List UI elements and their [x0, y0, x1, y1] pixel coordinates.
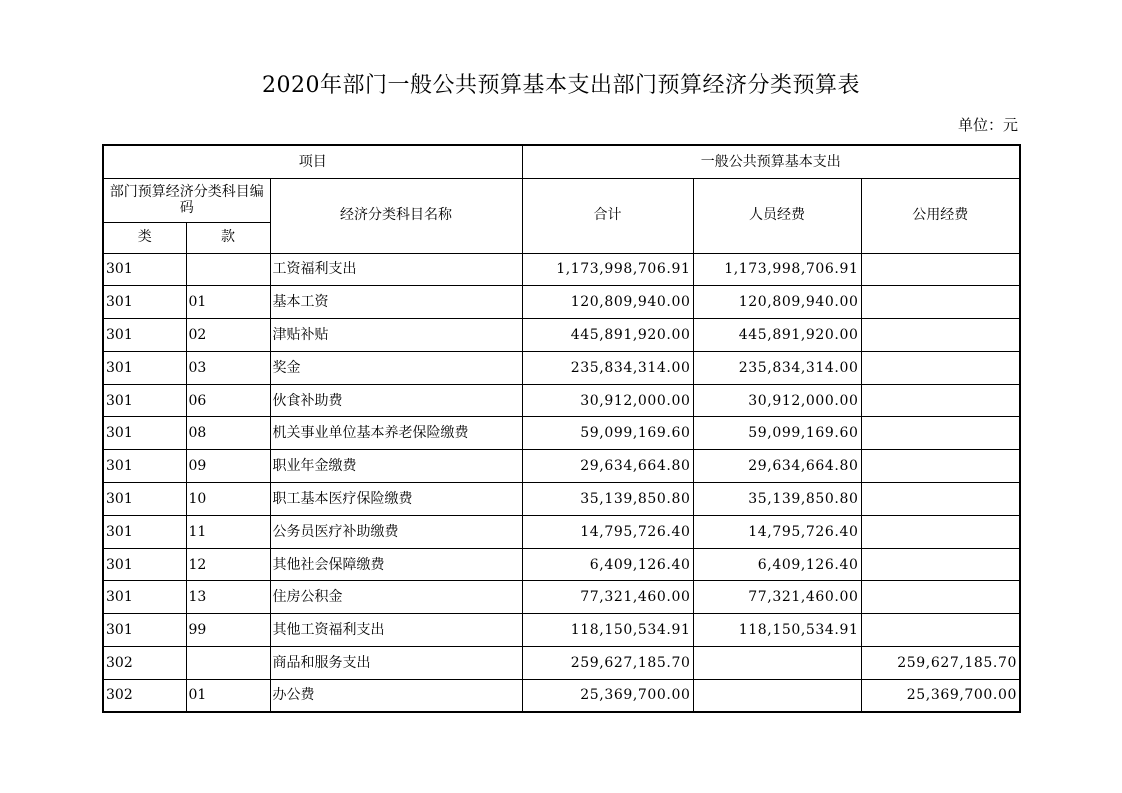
category-code-cell: 301 [103, 384, 186, 417]
personnel-amount-cell: 445,891,920.00 [693, 319, 861, 352]
public-amount-cell [861, 483, 1020, 516]
subject-name-cell: 公务员医疗补助缴费 [270, 515, 522, 548]
category-code-cell: 301 [103, 515, 186, 548]
table-row [103, 384, 1020, 417]
header-subject-name: 经济分类科目名称 [270, 178, 522, 253]
personnel-amount-cell [693, 679, 861, 712]
category-code-cell: 301 [103, 614, 186, 647]
subject-name-cell: 办公费 [270, 679, 522, 712]
header-item: 项目 [103, 145, 522, 178]
subject-name-cell: 住房公积金 [270, 581, 522, 614]
section-code-cell [186, 253, 270, 286]
table-row [103, 614, 1020, 647]
category-code-cell: 301 [103, 450, 186, 483]
table-row [103, 581, 1020, 614]
subject-name-cell: 其他社会保障缴费 [270, 548, 522, 581]
subject-name-cell: 其他工资福利支出 [270, 614, 522, 647]
subject-name-cell: 职工基本医疗保险缴费 [270, 483, 522, 516]
category-code-cell: 301 [103, 286, 186, 319]
table-row [103, 450, 1020, 483]
subject-name-cell: 职业年金缴费 [270, 450, 522, 483]
section-code-cell: 11 [186, 515, 270, 548]
category-code-cell: 302 [103, 679, 186, 712]
total-amount-cell: 118,150,534.91 [522, 614, 693, 647]
total-amount-cell: 259,627,185.70 [522, 647, 693, 680]
category-code-cell: 301 [103, 351, 186, 384]
category-code-cell: 301 [103, 548, 186, 581]
table-row [103, 679, 1020, 712]
personnel-amount-cell: 59,099,169.60 [693, 417, 861, 450]
header-personnel: 人员经费 [693, 178, 861, 253]
section-code-cell [186, 647, 270, 680]
total-amount-cell: 35,139,850.80 [522, 483, 693, 516]
personnel-amount-cell: 235,834,314.00 [693, 351, 861, 384]
public-amount-cell [861, 515, 1020, 548]
public-amount-cell [861, 351, 1020, 384]
section-code-cell: 01 [186, 286, 270, 319]
subject-name-cell: 基本工资 [270, 286, 522, 319]
personnel-amount-cell: 29,634,664.80 [693, 450, 861, 483]
category-code-cell: 302 [103, 647, 186, 680]
personnel-amount-cell: 6,409,126.40 [693, 548, 861, 581]
section-code-cell: 12 [186, 548, 270, 581]
public-amount-cell [861, 450, 1020, 483]
table-row [103, 253, 1020, 286]
table-row [103, 483, 1020, 516]
personnel-amount-cell: 77,321,460.00 [693, 581, 861, 614]
total-amount-cell: 30,912,000.00 [522, 384, 693, 417]
unit-label: 单位：元 [957, 116, 1018, 134]
header-category: 类 [103, 222, 186, 253]
total-amount-cell: 29,634,664.80 [522, 450, 693, 483]
public-amount-cell [861, 417, 1020, 450]
category-code-cell: 301 [103, 417, 186, 450]
total-amount-cell: 59,099,169.60 [522, 417, 693, 450]
subject-name-cell: 工资福利支出 [270, 253, 522, 286]
total-amount-cell: 6,409,126.40 [522, 548, 693, 581]
total-amount-cell: 120,809,940.00 [522, 286, 693, 319]
section-code-cell: 02 [186, 319, 270, 352]
public-amount-cell: 25,369,700.00 [861, 679, 1020, 712]
public-amount-cell [861, 319, 1020, 352]
header-row-1 [103, 145, 1020, 178]
subject-name-cell: 伙食补助费 [270, 384, 522, 417]
personnel-amount-cell: 14,795,726.40 [693, 515, 861, 548]
public-amount-cell [861, 253, 1020, 286]
total-amount-cell: 25,369,700.00 [522, 679, 693, 712]
section-code-cell: 06 [186, 384, 270, 417]
budget-table [102, 144, 1021, 713]
page-title: 2020年部门一般公共预算基本支出部门预算经济分类预算表 [262, 73, 860, 98]
subject-name-cell: 津贴补贴 [270, 319, 522, 352]
category-code-cell: 301 [103, 483, 186, 516]
subject-name-cell: 奖金 [270, 351, 522, 384]
header-row-2 [103, 178, 1020, 222]
section-code-cell: 01 [186, 679, 270, 712]
table-row [103, 286, 1020, 319]
section-code-cell: 10 [186, 483, 270, 516]
subject-name-cell: 机关事业单位基本养老保险缴费 [270, 417, 522, 450]
personnel-amount-cell [693, 647, 861, 680]
total-amount-cell: 235,834,314.00 [522, 351, 693, 384]
category-code-cell: 301 [103, 319, 186, 352]
section-code-cell: 03 [186, 351, 270, 384]
public-amount-cell: 259,627,185.70 [861, 647, 1020, 680]
section-code-cell: 08 [186, 417, 270, 450]
total-amount-cell: 1,173,998,706.91 [522, 253, 693, 286]
personnel-amount-cell: 30,912,000.00 [693, 384, 861, 417]
total-amount-cell: 77,321,460.00 [522, 581, 693, 614]
header-code-group: 部门预算经济分类科目编码 [103, 178, 270, 222]
table-row [103, 319, 1020, 352]
table-row [103, 548, 1020, 581]
total-amount-cell: 14,795,726.40 [522, 515, 693, 548]
section-code-cell: 13 [186, 581, 270, 614]
public-amount-cell [861, 286, 1020, 319]
header-total: 合计 [522, 178, 693, 253]
public-amount-cell [861, 548, 1020, 581]
section-code-cell: 09 [186, 450, 270, 483]
public-amount-cell [861, 384, 1020, 417]
total-amount-cell: 445,891,920.00 [522, 319, 693, 352]
table-row [103, 351, 1020, 384]
subject-name-cell: 商品和服务支出 [270, 647, 522, 680]
table-row [103, 647, 1020, 680]
public-amount-cell [861, 581, 1020, 614]
personnel-amount-cell: 118,150,534.91 [693, 614, 861, 647]
header-general-budget: 一般公共预算基本支出 [522, 145, 1020, 178]
personnel-amount-cell: 35,139,850.80 [693, 483, 861, 516]
table-row [103, 417, 1020, 450]
category-code-cell: 301 [103, 581, 186, 614]
personnel-amount-cell: 120,809,940.00 [693, 286, 861, 319]
public-amount-cell [861, 614, 1020, 647]
table-row [103, 515, 1020, 548]
category-code-cell: 301 [103, 253, 186, 286]
section-code-cell: 99 [186, 614, 270, 647]
personnel-amount-cell: 1,173,998,706.91 [693, 253, 861, 286]
header-section: 款 [186, 222, 270, 253]
header-public: 公用经费 [861, 178, 1020, 253]
